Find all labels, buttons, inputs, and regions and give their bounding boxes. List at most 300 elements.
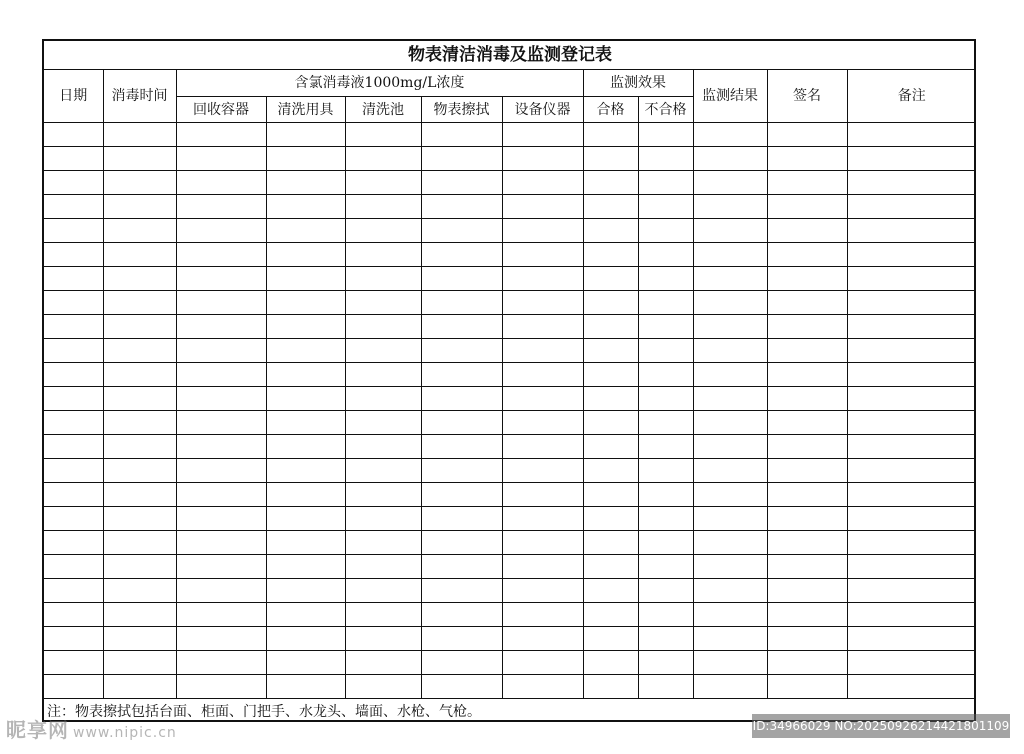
table-cell[interactable]	[176, 291, 266, 315]
table-cell[interactable]	[176, 483, 266, 507]
table-cell[interactable]	[583, 195, 638, 219]
table-cell[interactable]	[421, 459, 502, 483]
table-cell[interactable]	[103, 483, 176, 507]
table-cell[interactable]	[638, 195, 693, 219]
table-cell[interactable]	[44, 411, 103, 435]
table-cell[interactable]	[847, 123, 976, 147]
table-cell[interactable]	[502, 267, 583, 291]
table-cell[interactable]	[44, 483, 103, 507]
table-cell[interactable]	[583, 531, 638, 555]
table-row	[44, 363, 976, 387]
table-cell[interactable]	[502, 315, 583, 339]
table-cell[interactable]	[767, 147, 847, 171]
table-cell[interactable]	[266, 171, 345, 195]
table-cell[interactable]	[103, 147, 176, 171]
table-row	[44, 171, 976, 195]
table-cell[interactable]	[767, 267, 847, 291]
table-cell[interactable]	[176, 363, 266, 387]
table-cell[interactable]	[345, 603, 421, 627]
table-cell[interactable]	[266, 195, 345, 219]
table-cell[interactable]	[502, 507, 583, 531]
table-cell[interactable]	[583, 627, 638, 651]
table-cell[interactable]	[421, 219, 502, 243]
table-cell[interactable]	[44, 363, 103, 387]
table-cell[interactable]	[502, 603, 583, 627]
table-cell[interactable]	[421, 651, 502, 675]
table-cell[interactable]	[583, 411, 638, 435]
table-cell[interactable]	[266, 219, 345, 243]
table-cell[interactable]	[847, 243, 976, 267]
table-cell[interactable]	[767, 315, 847, 339]
table-cell[interactable]	[345, 507, 421, 531]
table-cell[interactable]	[44, 579, 103, 603]
table-cell[interactable]	[693, 435, 767, 459]
table-cell[interactable]	[847, 387, 976, 411]
table-cell[interactable]	[847, 555, 976, 579]
table-cell[interactable]	[266, 291, 345, 315]
table-cell[interactable]	[103, 459, 176, 483]
table-cell[interactable]	[693, 411, 767, 435]
table-cell[interactable]	[693, 195, 767, 219]
table-cell[interactable]	[583, 291, 638, 315]
table-cell[interactable]	[103, 219, 176, 243]
table-cell[interactable]	[176, 579, 266, 603]
table-cell[interactable]	[345, 675, 421, 699]
table-cell[interactable]	[847, 339, 976, 363]
table-cell[interactable]	[502, 123, 583, 147]
table-cell[interactable]	[345, 339, 421, 363]
table-cell[interactable]	[44, 267, 103, 291]
table-cell[interactable]	[638, 387, 693, 411]
table-cell[interactable]	[103, 411, 176, 435]
table-cell[interactable]	[44, 339, 103, 363]
table-cell[interactable]	[847, 291, 976, 315]
table-cell[interactable]	[421, 387, 502, 411]
table-cell[interactable]	[421, 147, 502, 171]
table-cell[interactable]	[345, 267, 421, 291]
table-cell[interactable]	[421, 243, 502, 267]
table-cell[interactable]	[44, 243, 103, 267]
table-cell[interactable]	[266, 651, 345, 675]
table-cell[interactable]	[638, 171, 693, 195]
table-cell[interactable]	[502, 579, 583, 603]
table-cell[interactable]	[638, 555, 693, 579]
table-cell[interactable]	[44, 675, 103, 699]
table-cell[interactable]	[767, 627, 847, 651]
header-washing-basin: 清洗池	[345, 97, 421, 123]
table-cell[interactable]	[176, 339, 266, 363]
table-cell[interactable]	[767, 435, 847, 459]
table-cell[interactable]	[345, 555, 421, 579]
table-cell[interactable]	[502, 555, 583, 579]
table-cell[interactable]	[176, 459, 266, 483]
header-effect-group: 监测效果	[583, 70, 693, 97]
table-cell[interactable]	[266, 627, 345, 651]
table-cell[interactable]	[583, 387, 638, 411]
table-cell[interactable]	[767, 291, 847, 315]
table-cell[interactable]	[103, 675, 176, 699]
table-cell[interactable]	[176, 123, 266, 147]
table-cell[interactable]	[176, 387, 266, 411]
table-cell[interactable]	[847, 219, 976, 243]
table-cell[interactable]	[44, 603, 103, 627]
table-cell[interactable]	[421, 339, 502, 363]
table-cell[interactable]	[502, 483, 583, 507]
table-cell[interactable]	[638, 627, 693, 651]
table-cell[interactable]	[345, 291, 421, 315]
table-cell[interactable]	[583, 651, 638, 675]
table-cell[interactable]	[44, 219, 103, 243]
table-cell[interactable]	[345, 243, 421, 267]
table-cell[interactable]	[767, 219, 847, 243]
table-cell[interactable]	[103, 291, 176, 315]
table-cell[interactable]	[44, 555, 103, 579]
table-cell[interactable]	[583, 603, 638, 627]
table-row	[44, 483, 976, 507]
table-cell[interactable]	[847, 363, 976, 387]
table-cell[interactable]	[502, 363, 583, 387]
table-cell[interactable]	[502, 459, 583, 483]
table-cell[interactable]	[767, 579, 847, 603]
table-cell[interactable]	[176, 195, 266, 219]
table-cell[interactable]	[266, 603, 345, 627]
table-cell[interactable]	[421, 627, 502, 651]
table-cell[interactable]	[767, 171, 847, 195]
table-cell[interactable]	[103, 171, 176, 195]
table-cell[interactable]	[266, 411, 345, 435]
table-cell[interactable]	[693, 387, 767, 411]
table-cell[interactable]	[502, 339, 583, 363]
table-cell[interactable]	[176, 675, 266, 699]
table-cell[interactable]	[44, 291, 103, 315]
table-cell[interactable]	[693, 171, 767, 195]
table-row	[44, 675, 976, 699]
table-cell[interactable]	[847, 195, 976, 219]
table-cell[interactable]	[44, 315, 103, 339]
table-cell[interactable]	[502, 627, 583, 651]
table-cell[interactable]	[583, 435, 638, 459]
table-cell[interactable]	[693, 291, 767, 315]
table-cell[interactable]	[421, 315, 502, 339]
table-cell[interactable]	[583, 483, 638, 507]
table-cell[interactable]	[345, 627, 421, 651]
table-cell[interactable]	[421, 555, 502, 579]
table-cell[interactable]	[638, 363, 693, 387]
table-cell[interactable]	[103, 651, 176, 675]
table-cell[interactable]	[693, 267, 767, 291]
table-cell[interactable]	[266, 387, 345, 411]
table-cell[interactable]	[693, 675, 767, 699]
table-cell[interactable]	[767, 387, 847, 411]
table-cell[interactable]	[103, 123, 176, 147]
table-cell[interactable]	[345, 531, 421, 555]
table-row	[44, 291, 976, 315]
table-cell[interactable]	[583, 459, 638, 483]
table-cell[interactable]	[693, 459, 767, 483]
table-cell[interactable]	[421, 579, 502, 603]
table-cell[interactable]	[421, 435, 502, 459]
table-cell[interactable]	[638, 651, 693, 675]
table-cell[interactable]	[44, 387, 103, 411]
table-cell[interactable]	[421, 195, 502, 219]
table-cell[interactable]	[847, 459, 976, 483]
table-cell[interactable]	[638, 675, 693, 699]
table-cell[interactable]	[638, 579, 693, 603]
table-cell[interactable]	[847, 507, 976, 531]
table-cell[interactable]	[345, 483, 421, 507]
table-cell[interactable]	[266, 531, 345, 555]
table-cell[interactable]	[767, 507, 847, 531]
table-cell[interactable]	[345, 579, 421, 603]
table-cell[interactable]	[176, 411, 266, 435]
table-cell[interactable]	[176, 507, 266, 531]
table-cell[interactable]	[103, 531, 176, 555]
table-cell[interactable]	[421, 123, 502, 147]
table-cell[interactable]	[44, 627, 103, 651]
table-cell[interactable]	[847, 675, 976, 699]
table-cell[interactable]	[767, 123, 847, 147]
table-cell[interactable]	[266, 123, 345, 147]
table-cell[interactable]	[266, 675, 345, 699]
table-cell[interactable]	[345, 363, 421, 387]
table-cell[interactable]	[847, 267, 976, 291]
table-cell[interactable]	[103, 435, 176, 459]
table-cell[interactable]	[693, 483, 767, 507]
table-cell[interactable]	[266, 147, 345, 171]
table-cell[interactable]	[583, 675, 638, 699]
table-cell[interactable]	[176, 555, 266, 579]
table-cell[interactable]	[103, 627, 176, 651]
table-cell[interactable]	[103, 579, 176, 603]
table-cell[interactable]	[502, 387, 583, 411]
table-cell[interactable]	[502, 195, 583, 219]
table-cell[interactable]	[767, 363, 847, 387]
table-cell[interactable]	[176, 171, 266, 195]
table-cell[interactable]	[421, 411, 502, 435]
table-cell[interactable]	[345, 219, 421, 243]
table-cell[interactable]	[847, 531, 976, 555]
table-cell[interactable]	[44, 171, 103, 195]
table-cell[interactable]	[103, 603, 176, 627]
table-cell[interactable]	[638, 339, 693, 363]
table-cell[interactable]	[266, 339, 345, 363]
table-cell[interactable]	[847, 579, 976, 603]
table-cell[interactable]	[693, 651, 767, 675]
table-cell[interactable]	[266, 315, 345, 339]
table-cell[interactable]	[345, 123, 421, 147]
table-cell[interactable]	[44, 435, 103, 459]
table-cell[interactable]	[345, 171, 421, 195]
table-cell[interactable]	[847, 627, 976, 651]
table-cell[interactable]	[176, 315, 266, 339]
table-cell[interactable]	[767, 675, 847, 699]
table-cell[interactable]	[693, 219, 767, 243]
table-cell[interactable]	[583, 267, 638, 291]
table-cell[interactable]	[693, 123, 767, 147]
table-cell[interactable]	[693, 507, 767, 531]
table-cell[interactable]	[44, 123, 103, 147]
table-cell[interactable]	[847, 483, 976, 507]
table-cell[interactable]	[583, 507, 638, 531]
table-cell[interactable]	[583, 579, 638, 603]
table-cell[interactable]	[266, 555, 345, 579]
table-cell[interactable]	[767, 555, 847, 579]
header-surface-wiping: 物表擦拭	[421, 97, 502, 123]
table-cell[interactable]	[103, 363, 176, 387]
register-sheet	[42, 39, 976, 722]
table-cell[interactable]	[502, 675, 583, 699]
table-cell[interactable]	[266, 435, 345, 459]
table-cell[interactable]	[693, 315, 767, 339]
table-cell[interactable]	[693, 363, 767, 387]
table-cell[interactable]	[583, 171, 638, 195]
header-result: 监测结果	[693, 70, 767, 123]
table-cell[interactable]	[266, 243, 345, 267]
table-cell[interactable]	[176, 243, 266, 267]
table-cell[interactable]	[421, 483, 502, 507]
table-cell[interactable]	[767, 483, 847, 507]
table-cell[interactable]	[767, 603, 847, 627]
table-cell[interactable]	[693, 555, 767, 579]
table-cell[interactable]	[638, 459, 693, 483]
table-cell[interactable]	[502, 411, 583, 435]
table-cell[interactable]	[638, 267, 693, 291]
table-cell[interactable]	[583, 147, 638, 171]
table-cell[interactable]	[502, 147, 583, 171]
table-cell[interactable]	[176, 603, 266, 627]
table-title: 物表清洁消毒及监测登记表	[44, 41, 976, 70]
table-cell[interactable]	[502, 291, 583, 315]
table-cell[interactable]	[44, 195, 103, 219]
table-cell[interactable]	[693, 339, 767, 363]
table-cell[interactable]	[44, 531, 103, 555]
table-cell[interactable]	[103, 315, 176, 339]
table-cell[interactable]	[103, 387, 176, 411]
table-cell[interactable]	[176, 147, 266, 171]
table-cell[interactable]	[583, 555, 638, 579]
table-cell[interactable]	[502, 651, 583, 675]
table-cell[interactable]	[693, 243, 767, 267]
table-cell[interactable]	[693, 579, 767, 603]
table-cell[interactable]	[583, 123, 638, 147]
table-cell[interactable]	[638, 435, 693, 459]
table-cell[interactable]	[345, 411, 421, 435]
table-cell[interactable]	[767, 195, 847, 219]
table-cell[interactable]	[421, 603, 502, 627]
table-cell[interactable]	[345, 147, 421, 171]
table-cell[interactable]	[345, 459, 421, 483]
table-cell[interactable]	[638, 411, 693, 435]
table-cell[interactable]	[103, 555, 176, 579]
table-cell[interactable]	[847, 147, 976, 171]
table-cell[interactable]	[176, 267, 266, 291]
table-cell[interactable]	[103, 339, 176, 363]
table-cell[interactable]	[421, 171, 502, 195]
table-cell[interactable]	[502, 435, 583, 459]
table-cell[interactable]	[693, 627, 767, 651]
table-cell[interactable]	[176, 219, 266, 243]
table-cell[interactable]	[767, 339, 847, 363]
table-cell[interactable]	[583, 243, 638, 267]
table-cell[interactable]	[502, 243, 583, 267]
table-cell[interactable]	[345, 315, 421, 339]
table-cell[interactable]	[502, 219, 583, 243]
table-cell[interactable]	[638, 483, 693, 507]
table-cell[interactable]	[638, 291, 693, 315]
table-cell[interactable]	[583, 339, 638, 363]
table-cell[interactable]	[44, 459, 103, 483]
table-cell[interactable]	[847, 315, 976, 339]
table-cell[interactable]	[847, 603, 976, 627]
table-cell[interactable]	[421, 291, 502, 315]
table-cell[interactable]	[638, 603, 693, 627]
table-cell[interactable]	[421, 531, 502, 555]
table-cell[interactable]	[176, 627, 266, 651]
table-cell[interactable]	[44, 651, 103, 675]
table-cell[interactable]	[266, 507, 345, 531]
table-cell[interactable]	[266, 483, 345, 507]
table-cell[interactable]	[266, 267, 345, 291]
table-cell[interactable]	[176, 651, 266, 675]
table-cell[interactable]	[847, 651, 976, 675]
table-cell[interactable]	[345, 195, 421, 219]
table-cell[interactable]	[693, 147, 767, 171]
table-cell[interactable]	[345, 651, 421, 675]
table-cell[interactable]	[847, 171, 976, 195]
table-cell[interactable]	[176, 531, 266, 555]
table-cell[interactable]	[767, 531, 847, 555]
table-cell[interactable]	[583, 315, 638, 339]
table-cell[interactable]	[421, 267, 502, 291]
table-cell[interactable]	[767, 243, 847, 267]
table-cell[interactable]	[693, 603, 767, 627]
table-cell[interactable]	[103, 195, 176, 219]
table-row	[44, 435, 976, 459]
table-cell[interactable]	[583, 219, 638, 243]
table-cell[interactable]	[103, 507, 176, 531]
table-cell[interactable]	[421, 363, 502, 387]
table-cell[interactable]	[767, 459, 847, 483]
table-cell[interactable]	[103, 267, 176, 291]
table-cell[interactable]	[638, 315, 693, 339]
table-cell[interactable]	[638, 123, 693, 147]
table-cell[interactable]	[638, 219, 693, 243]
table-cell[interactable]	[176, 435, 266, 459]
table-cell[interactable]	[502, 531, 583, 555]
table-cell[interactable]	[638, 507, 693, 531]
table-cell[interactable]	[266, 459, 345, 483]
table-cell[interactable]	[421, 507, 502, 531]
table-cell[interactable]	[767, 651, 847, 675]
table-cell[interactable]	[638, 243, 693, 267]
table-cell[interactable]	[44, 507, 103, 531]
table-cell[interactable]	[583, 363, 638, 387]
table-cell[interactable]	[847, 435, 976, 459]
table-cell[interactable]	[502, 171, 583, 195]
table-cell[interactable]	[345, 435, 421, 459]
table-cell[interactable]	[693, 531, 767, 555]
table-cell[interactable]	[638, 147, 693, 171]
table-cell[interactable]	[103, 243, 176, 267]
table-cell[interactable]	[44, 147, 103, 171]
table-cell[interactable]	[847, 411, 976, 435]
table-cell[interactable]	[638, 531, 693, 555]
table-cell[interactable]	[421, 675, 502, 699]
table-cell[interactable]	[266, 579, 345, 603]
table-cell[interactable]	[266, 363, 345, 387]
table-cell[interactable]	[767, 411, 847, 435]
table-cell[interactable]	[345, 387, 421, 411]
